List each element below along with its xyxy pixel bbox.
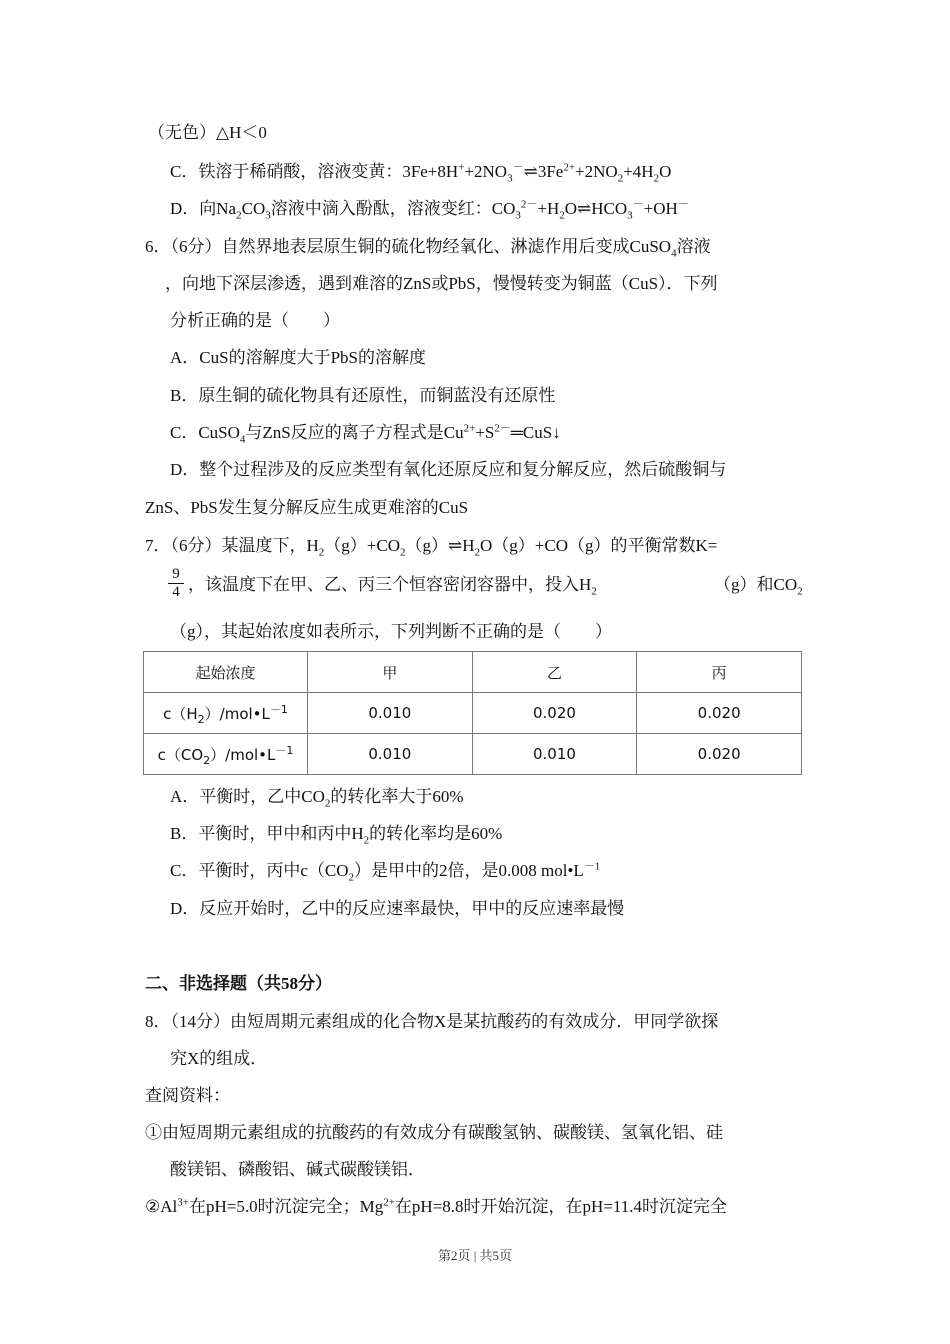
fraction-numerator: 9 <box>168 566 184 584</box>
q6-stem-line2: ，向地下深层渗透，遇到难溶的ZnS或PbS，慢慢转变为铜蓝（CuS）．下列 <box>165 274 718 293</box>
q8-reference-heading: 查阅资料： <box>145 1086 230 1105</box>
q6-option-b: B．原生铜的硫化物具有还原性，而铜蓝没有还原性 <box>170 386 556 405</box>
section-heading-nonchoice: 二、非选择题（共58分） <box>145 974 332 993</box>
table-cell: 0.020 <box>637 693 802 734</box>
q6-option-d-line1: D．整个过程涉及的反应类型有氧化还原反应和复分解反应，然后硫酸铜与 <box>170 460 727 479</box>
q5-option-c: C．铁溶于稀硝酸，溶液变黄：$3Fe+8H^++2NO_3^-\rightleftharpoons 3Fe^{2+}+2NO_2+4H_2O$ <box>170 161 672 185</box>
q5-option-d: D．向$Na_2CO_3$溶液中滴入酚酞，溶液变红：$CO_3^{2-}+H_2O\rightleftharpoons HCO_3^-+OH^-$ <box>170 198 689 222</box>
q7-option-d: D．反应开始时，乙中的反应速率最快，甲中的反应速率最慢 <box>170 899 625 918</box>
q6-option-d-line2: ZnS、PbS发生复分解反应生成更难溶的CuS <box>145 498 469 517</box>
table-cell: 0.020 <box>637 734 802 775</box>
table-header-row <box>144 652 802 693</box>
table-cell: 0.010 <box>472 734 637 775</box>
q8-reference-item1-line2: 酸镁铝、磷酸铝、碱式碳酸镁铝． <box>170 1160 425 1179</box>
row-label-h2: $c(H_2)/mol•L^{-1}$ <box>144 693 308 734</box>
table-header-cell: 丙 <box>637 652 802 693</box>
q7-option-a: A．平衡时，乙中$CO_2$的转化率大于60% <box>170 787 464 810</box>
table-header-cell: 起始浓度 <box>144 652 308 693</box>
table-cell: 0.020 <box>472 693 637 734</box>
page-footer: 第2页 | 共5页 <box>437 1248 513 1263</box>
row-label-co2: $c(CO_2)/mol•L^{-1}$ <box>144 734 308 775</box>
table-header-cell: 甲 <box>308 652 473 693</box>
q7-option-b: B．平衡时，甲中和丙中$H_2$的转化率均是60% <box>170 824 503 847</box>
table-cell: 0.010 <box>308 734 473 775</box>
q8-reference-item1-line1: ①由短周期元素组成的抗酸药的有效成分有碳酸氢钠、碳酸镁、氢氧化铝、硅 <box>145 1123 723 1142</box>
q7-stem-line1: 7．（6分）某温度下，$H_2(g)+CO_2(g)\rightleftharpoons H_2O(g)+CO(g)$的平衡常数K= <box>145 536 718 559</box>
table-row <box>144 693 802 734</box>
q7-option-c: C．平衡时，丙中$c(CO_2)$是甲中的2倍，是0.008 $mol•L^{-1}$ <box>170 860 601 884</box>
q7-stem-line2-b: （g）和$CO_2$ <box>714 575 803 598</box>
equilibrium-constant-fraction <box>168 566 184 601</box>
fraction-denominator: 4 <box>172 584 180 600</box>
table-row <box>144 734 802 775</box>
q6-option-a: A．CuS的溶解度大于PbS的溶解度 <box>170 348 426 367</box>
table-header-cell: 乙 <box>472 652 637 693</box>
q8-stem-line1: 8．（14分）由短周期元素组成的化合物X是某抗酸药的有效成分．甲同学欲探 <box>145 1012 719 1031</box>
q6-stem-line1: 6．（6分）自然界地表层原生铜的硫化物经氧化、淋滤作用后变成CuSO$_4$溶液 <box>145 237 711 260</box>
q6-stem-line3: 分析正确的是（ ） <box>170 311 340 330</box>
q7-stem-line2-a: ，该温度下在甲、乙、丙三个恒容密闭容器中，投入$H_2$ <box>188 575 597 598</box>
line-colorless-dh: （无色）△H＜0 <box>148 123 267 142</box>
q8-stem-line2: 究X的组成． <box>170 1049 268 1068</box>
q7-stem-line3: （g），其起始浓度如表所示，下列判断不正确的是（ ） <box>170 622 612 641</box>
initial-concentration-table <box>143 651 802 775</box>
table-cell: 0.010 <box>308 693 473 734</box>
q8-reference-item2: $②Al^{3+}$在pH=5.0时沉淀完全；$Mg^{2+}$在pH=8.8时开始沉淀，在pH=11.4时沉淀完全 <box>145 1196 728 1216</box>
q6-option-c: C．CuSO$_4$与ZnS反应的离子方程式是$Cu^{2+}+S^{2-}═CuS↓$ <box>170 422 561 446</box>
